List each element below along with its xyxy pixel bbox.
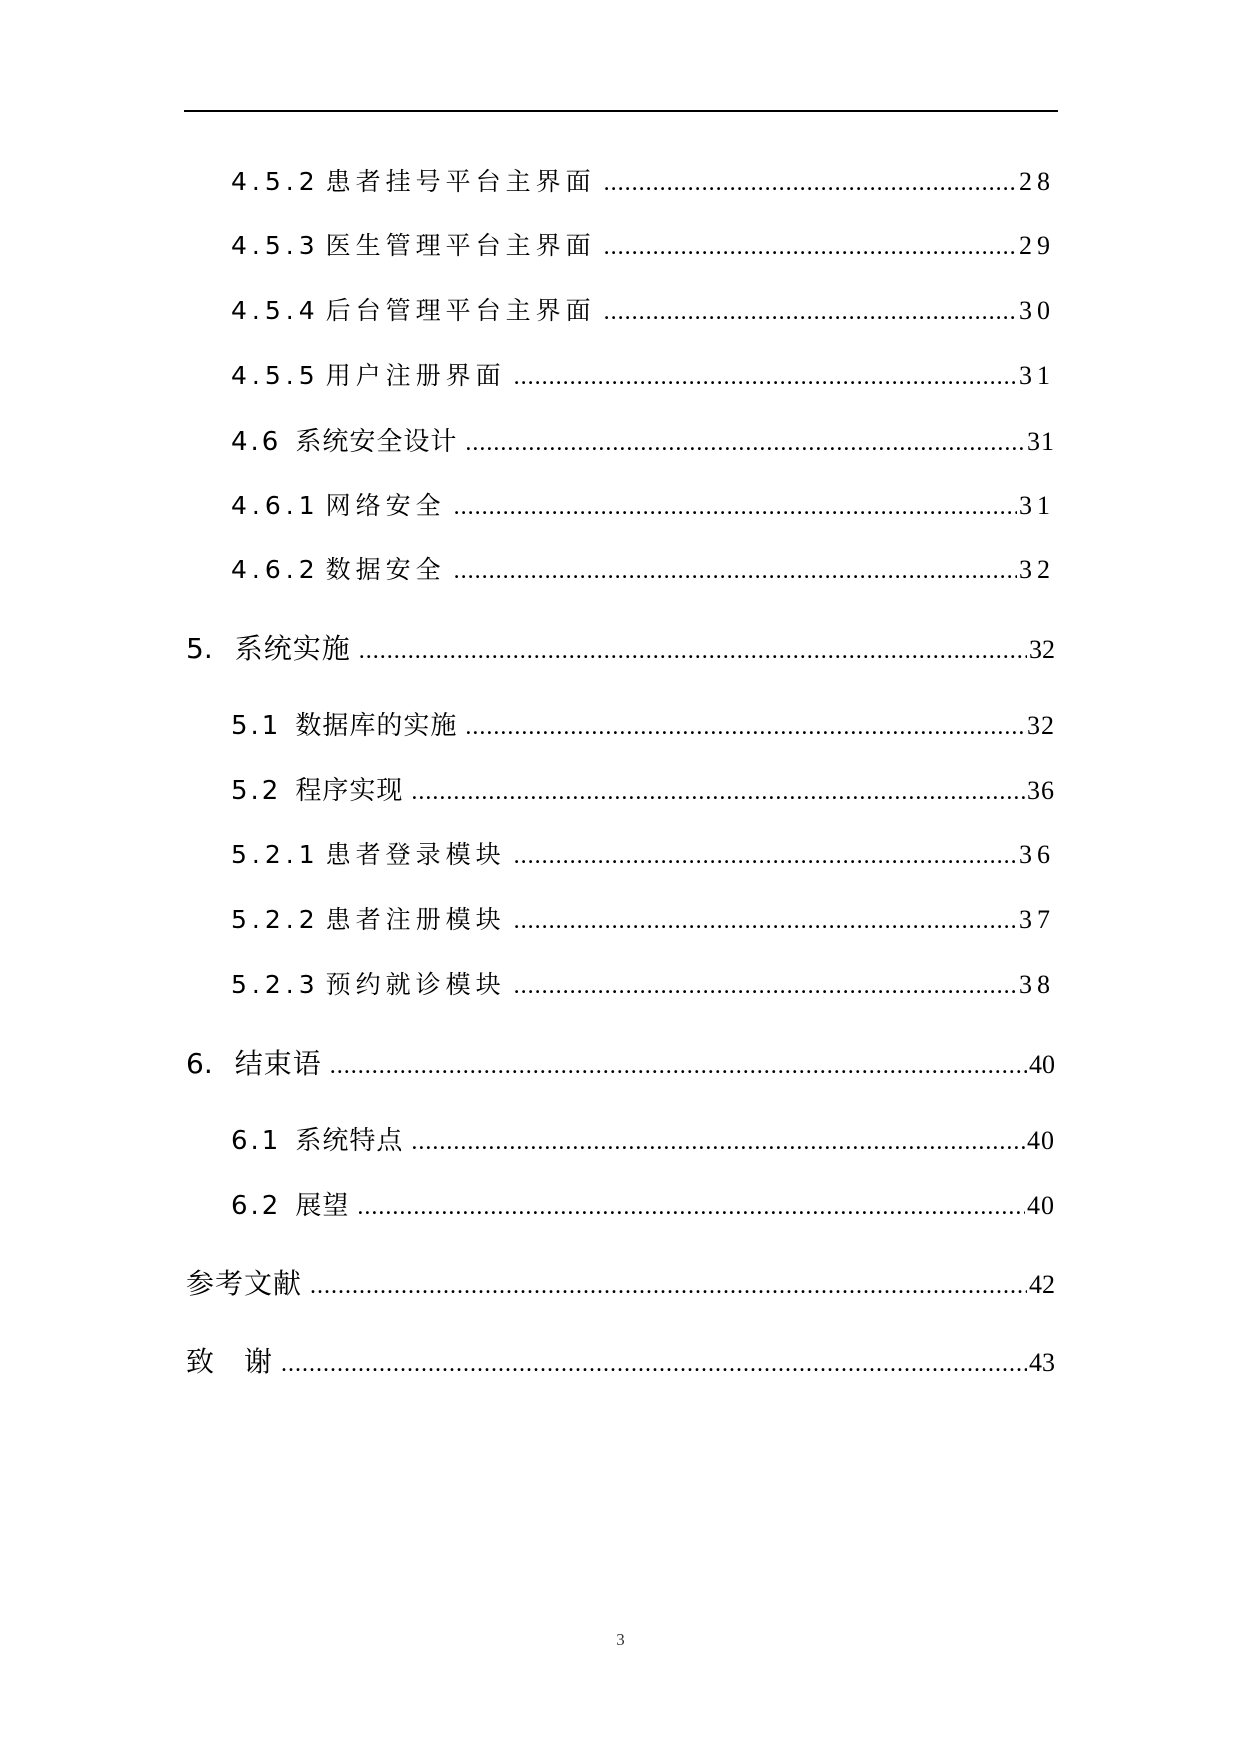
toc-page: 38 [1019, 970, 1055, 999]
toc-number: 4.6.2 [231, 555, 320, 584]
toc-title: 医生管理平台主界面 [325, 231, 596, 260]
toc-page: 36 [1019, 840, 1055, 869]
toc-entry-4-5-2[interactable] [231, 162, 1055, 202]
toc-title: 系统实施 [234, 632, 351, 665]
toc-number: 4.5.5 [231, 361, 320, 390]
dot-leader [310, 1273, 1027, 1300]
toc-page: 40 [1029, 1050, 1055, 1079]
toc-entry-4-6-1[interactable] [231, 486, 1055, 526]
toc-title: 网络安全 [325, 491, 446, 520]
toc-page: 31 [1019, 491, 1055, 520]
toc-title: 患者挂号平台主界面 [325, 167, 596, 196]
toc-page: 32 [1027, 711, 1055, 740]
dot-leader [359, 638, 1027, 665]
toc-title: 致 谢 [186, 1345, 274, 1378]
toc-entry-5-2[interactable] [231, 770, 1055, 810]
toc-number: 4.5.3 [231, 231, 320, 260]
toc-entry-6-2[interactable] [231, 1185, 1055, 1225]
dot-leader [454, 494, 1017, 521]
toc-page: 40 [1027, 1126, 1055, 1155]
dot-leader [465, 430, 1025, 457]
toc-title: 系统安全设计 [295, 427, 458, 457]
toc-page: 31 [1027, 427, 1055, 456]
toc-entry-5-2-1[interactable] [231, 835, 1055, 875]
dot-leader [604, 170, 1017, 197]
toc-page: 31 [1019, 361, 1055, 390]
toc-title: 展望 [295, 1191, 350, 1221]
toc-entry-5-2-3[interactable] [231, 965, 1055, 1005]
dot-leader [514, 364, 1017, 391]
toc-title: 用户注册界面 [325, 361, 506, 390]
dot-leader [281, 1351, 1027, 1378]
toc-number: 5.1 [231, 711, 282, 741]
toc-number: 4.5.4 [231, 296, 320, 325]
toc-entry-6-1[interactable] [231, 1120, 1055, 1160]
toc-entry-4-5-4[interactable] [231, 291, 1055, 331]
toc-entry-5-1[interactable] [231, 705, 1055, 745]
dot-leader [514, 908, 1017, 935]
toc-number: 5.2.1 [231, 840, 320, 869]
toc-title: 后台管理平台主界面 [325, 296, 596, 325]
toc-page: 36 [1027, 776, 1055, 805]
toc-entry-4-5-5[interactable] [231, 356, 1055, 396]
toc-number: 6.1 [231, 1126, 282, 1156]
toc-title: 患者注册模块 [325, 905, 506, 934]
toc-title: 系统特点 [295, 1126, 404, 1156]
toc-page: 40 [1027, 1191, 1055, 1220]
toc-title: 程序实现 [295, 776, 404, 806]
toc-title: 患者登录模块 [325, 840, 506, 869]
toc-entry-4-5-3[interactable] [231, 226, 1055, 266]
toc-number: 5.2.2 [231, 905, 320, 934]
toc-page: 43 [1029, 1348, 1055, 1377]
toc-page: 37 [1019, 905, 1055, 934]
toc-entry-6[interactable] [186, 1042, 1055, 1082]
toc-entry-references[interactable] [186, 1262, 1055, 1302]
dot-leader [514, 973, 1017, 1000]
toc-page: 42 [1029, 1270, 1055, 1299]
toc-entry-4-6-2[interactable] [231, 550, 1055, 590]
toc-page: 32 [1029, 635, 1055, 664]
toc-number: 5.2 [231, 776, 282, 806]
toc-page: 30 [1019, 296, 1055, 325]
toc-number: 6.2 [231, 1191, 282, 1221]
toc-number: 5.2.3 [231, 970, 320, 999]
dot-leader [604, 299, 1017, 326]
toc-page: 28 [1019, 167, 1055, 196]
dot-leader [454, 558, 1017, 585]
toc-title: 数据库的实施 [295, 711, 458, 741]
toc-entry-5-2-2[interactable] [231, 900, 1055, 940]
toc-title: 结束语 [234, 1047, 322, 1080]
dot-leader [465, 714, 1025, 741]
dot-leader [604, 234, 1017, 261]
toc-number: 4.5.2 [231, 167, 320, 196]
toc-entry-4-6[interactable] [231, 421, 1055, 461]
toc-entry-acknowledgements[interactable] [186, 1340, 1055, 1380]
dot-leader [514, 843, 1017, 870]
page-number: 3 [616, 1630, 625, 1649]
dot-leader [330, 1053, 1027, 1080]
dot-leader [357, 1194, 1025, 1221]
toc-page: 32 [1019, 555, 1055, 584]
toc-entry-5[interactable] [186, 627, 1055, 667]
toc-title: 预约就诊模块 [325, 970, 506, 999]
toc-number: 6. [186, 1047, 213, 1080]
dot-leader [411, 779, 1025, 806]
toc-title: 数据安全 [325, 555, 446, 584]
toc-page: 29 [1019, 231, 1055, 260]
toc-number: 5. [186, 632, 213, 665]
toc-number: 4.6.1 [231, 491, 320, 520]
toc-title: 参考文献 [186, 1267, 303, 1300]
toc-number: 4.6 [231, 427, 282, 457]
dot-leader [411, 1129, 1025, 1156]
